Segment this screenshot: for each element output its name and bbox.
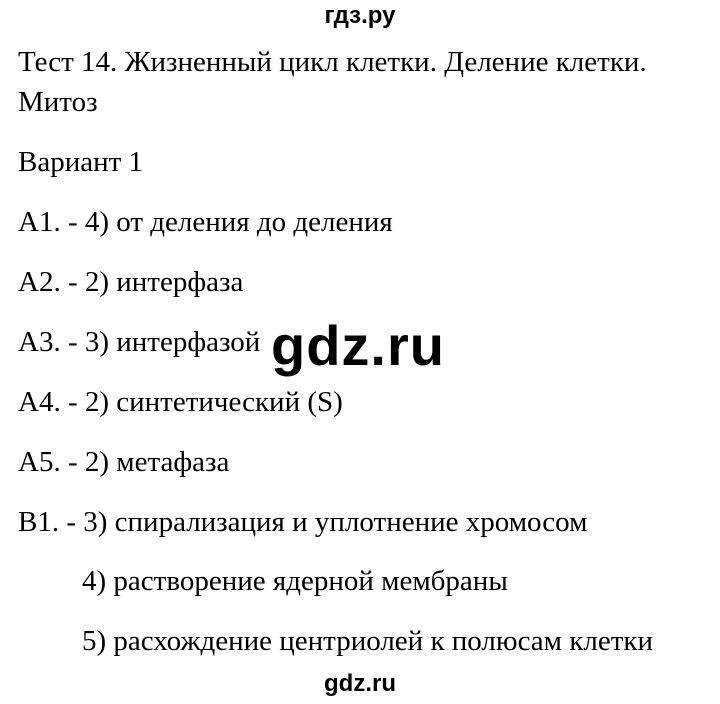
answer-a5: А5. - 2) метафаза [18,446,230,478]
test-title-line-2: Митоз [18,86,98,118]
site-header: гдз.ру [324,2,396,29]
answer-a4: А4. - 2) синтетический (S) [18,386,343,418]
test-title-line-1: Тест 14. Жизненный цикл клетки. Деление клетки. [18,46,647,78]
answer-a2: А2. - 2) интерфаза [18,266,244,298]
answer-b1-line-1: В1. - 3) спирализация и уплотнение хромосом [18,506,588,538]
answer-b1-line-2: 4) растворение ядерной мембраны [82,565,508,597]
site-footer: gdz.ru [324,670,396,697]
answer-b1-line-3: 5) расхождение центриолей к полюсам клетки [82,625,653,657]
variant-label: Вариант 1 [18,146,144,178]
watermark-logo: gdz.ru [271,314,445,377]
answer-a1: А1. - 4) от деления до деления [18,206,393,238]
answer-a3: А3. - 3) интерфазой [18,326,261,358]
